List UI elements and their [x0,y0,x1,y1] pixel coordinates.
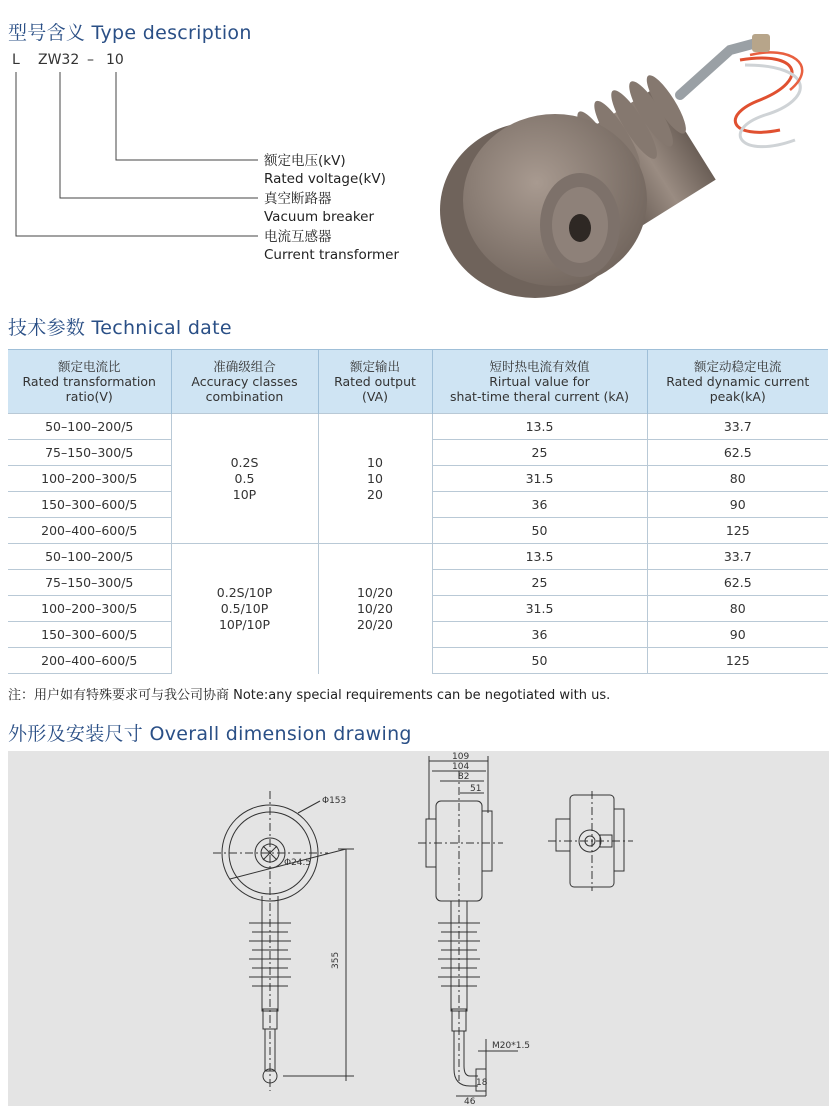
dim-18: 18 [476,1078,488,1088]
cell-dynamic: 90 [647,492,828,518]
cell-ratio: 200–400–600/5 [8,518,171,544]
cell-thermal: 31.5 [432,466,647,492]
cell-thermal: 50 [432,648,647,674]
cell-ratio: 150–300–600/5 [8,492,171,518]
cell-thermal: 25 [432,440,647,466]
cell-ratio: 50–100–200/5 [8,544,171,570]
cell-accuracy-group: 0.2S/10P 0.5/10P 10P/10P [171,544,318,674]
product-photo [430,20,830,310]
cell-thermal: 25 [432,570,647,596]
code-dash: – [87,52,94,68]
cell-ratio: 50–100–200/5 [8,414,171,440]
header-thermal-current: 短时热电流有效值 Rirtual value for shat-time theral current (kA) [432,350,647,414]
header-dynamic-current: 额定动稳定电流 Rated dynamic current peak(kA) [647,350,828,414]
cell-dynamic: 125 [647,518,828,544]
header-accuracy: 准确级组合 Accuracy classes combination [171,350,318,414]
desc-vacuum-breaker-cn: 真空断路器 [264,191,332,207]
special-requirements-note: 注：用户如有特殊要求可与我公司协商 Note:any special requirements can be negotiated with us. [8,688,611,703]
dim-46: 46 [464,1097,476,1106]
cell-dynamic: 62.5 [647,570,828,596]
cell-dynamic: 90 [647,622,828,648]
cell-thermal: 36 [432,622,647,648]
cell-output-group: 10/20 10/20 20/20 [318,544,432,674]
cell-dynamic: 33.7 [647,544,828,570]
desc-vacuum-breaker [264,190,374,226]
type-description-title: 型号含义 Type description [8,22,252,44]
table-row [8,414,828,440]
type-code-connector-lines [0,0,270,250]
cell-accuracy-group: 0.2S 0.5 10P [171,414,318,544]
cell-ratio: 200–400–600/5 [8,648,171,674]
desc-current-transformer-cn: 电流互感器 [264,229,332,245]
dim-109: 109 [452,752,470,762]
dim-thread: M20*1.5 [492,1041,531,1051]
dimension-drawing-title: 外形及安装尺寸 Overall dimension drawing [8,723,412,745]
cell-dynamic: 125 [647,648,828,674]
technical-data-table [8,349,828,674]
cell-thermal: 13.5 [432,414,647,440]
cell-ratio: 75–150–300/5 [8,570,171,596]
header-ratio: 额定电流比 Rated transformation ratio(V) [8,350,171,414]
cell-thermal: 36 [432,492,647,518]
cell-ratio: 100–200–300/5 [8,466,171,492]
cell-thermal: 50 [432,518,647,544]
table-row [8,544,828,570]
code-zw32: ZW32 [38,52,80,68]
dimension-drawing-svg [8,751,829,1106]
dim-phi24: Φ24.5 [284,858,312,868]
desc-current-transformer [264,228,399,264]
cell-thermal: 31.5 [432,596,647,622]
cell-dynamic: 80 [647,596,828,622]
cell-dynamic: 80 [647,466,828,492]
cell-thermal: 13.5 [432,544,647,570]
cell-ratio: 75–150–300/5 [8,440,171,466]
dim-104: 104 [452,762,470,772]
desc-rated-voltage [264,152,386,188]
cell-ratio: 150–300–600/5 [8,622,171,648]
dim-82: 82 [458,772,470,782]
code-letter-l: L [12,52,20,68]
dim-phi153: Φ153 [322,796,347,806]
cell-dynamic: 33.7 [647,414,828,440]
cell-output-group: 10 10 20 [318,414,432,544]
cell-dynamic: 62.5 [647,440,828,466]
dimension-drawing-panel [8,751,829,1106]
header-output: 额定输出 Rated output (VA) [318,350,432,414]
cell-ratio: 100–200–300/5 [8,596,171,622]
technical-data-title: 技术参数 Technical date [8,317,232,339]
code-10: 10 [106,52,124,68]
desc-rated-voltage-en: Rated voltage(kV) [264,171,386,187]
desc-vacuum-breaker-en: Vacuum breaker [264,209,375,225]
desc-current-transformer-en: Current transformer [264,247,400,263]
table-header-row [8,350,828,414]
dim-355: 355 [331,951,341,969]
desc-rated-voltage-cn: 额定电压(kV) [264,153,346,169]
dim-51: 51 [470,784,482,794]
